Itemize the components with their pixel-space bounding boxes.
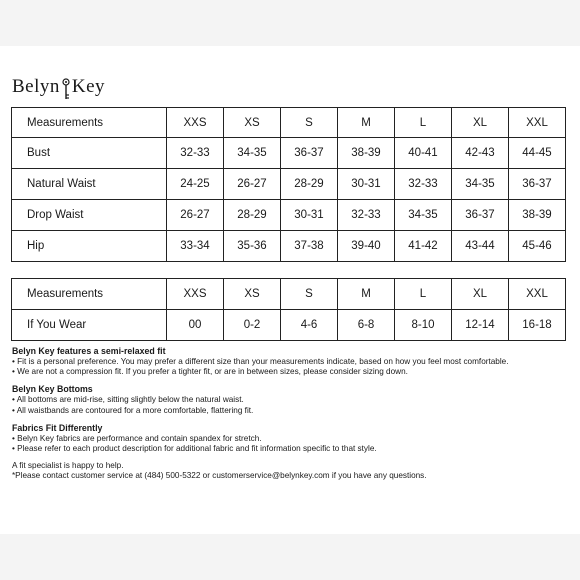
table-header-size: XXS — [167, 279, 224, 310]
table-cell: 0-2 — [224, 310, 281, 341]
table-header-size: XL — [452, 108, 509, 138]
row-label: Bust — [12, 138, 167, 169]
footer-line-1: A fit specialist is happy to help. — [12, 461, 124, 471]
table-cell: 45-46 — [509, 231, 566, 262]
note-bullet: • All bottoms are mid-rise, sitting slightly below the natural waist. — [12, 395, 244, 405]
row-label: Natural Waist — [12, 169, 167, 200]
table-cell: 43-44 — [452, 231, 509, 262]
if-you-wear-table — [11, 278, 566, 341]
table-cell: 36-37 — [452, 200, 509, 231]
note-section — [12, 384, 572, 415]
table-cell: 26-27 — [224, 169, 281, 200]
note-heading: Fabrics Fit Differently — [12, 422, 103, 433]
size-chart-page — [0, 46, 580, 534]
note-heading: Belyn Key features a semi-relaxed fit — [12, 346, 166, 356]
table-cell: 39-40 — [338, 231, 395, 262]
measurements-table-body — [12, 108, 566, 262]
fit-notes — [12, 346, 572, 489]
table-header-size: M — [338, 108, 395, 138]
table-cell: 35-36 — [224, 231, 281, 262]
table-row — [12, 310, 566, 341]
table-cell: 24-25 — [167, 169, 224, 200]
table-cell: 34-35 — [224, 138, 281, 169]
note-bullet: • Fit is a personal preference. You may prefer a different size than your measurements indicate, based on how you feel most comfortable. — [12, 357, 509, 366]
table-cell: 38-39 — [509, 200, 566, 231]
note-bullet: • All waistbands are contoured for a more comfortable, flattering fit. — [12, 405, 254, 415]
table-header-label: Measurements — [12, 108, 167, 138]
if-you-wear-table-body — [12, 279, 566, 341]
table-cell: 4-6 — [281, 310, 338, 341]
table-cell: 36-37 — [509, 169, 566, 200]
table-header-size: XXS — [167, 108, 224, 138]
note-bullet: • Belyn Key fabrics are performance and contain spandex for stretch. — [12, 433, 262, 443]
row-label: Drop Waist — [12, 200, 167, 231]
key-icon — [61, 78, 71, 100]
table-cell: 40-41 — [395, 138, 452, 169]
note-heading: Belyn Key Bottoms — [12, 384, 93, 395]
table-cell: 37-38 — [281, 231, 338, 262]
table-header-size: S — [281, 279, 338, 310]
table-cell: 42-43 — [452, 138, 509, 169]
logo-text-right: Key — [71, 76, 106, 97]
table-cell: 00 — [167, 310, 224, 341]
table-cell: 28-29 — [281, 169, 338, 200]
table-row — [12, 169, 566, 200]
note-section — [12, 423, 572, 454]
table-cell: 16-18 — [509, 310, 566, 341]
measurements-table — [11, 107, 566, 262]
table-header-row — [12, 108, 566, 138]
table-cell: 30-31 — [338, 169, 395, 200]
table-cell: 28-29 — [224, 200, 281, 231]
row-label: If You Wear — [12, 310, 167, 341]
table-header-size: XS — [224, 279, 281, 310]
table-cell: 36-37 — [281, 138, 338, 169]
brand-logo — [12, 74, 105, 98]
table-cell: 26-27 — [167, 200, 224, 231]
footer-line-2: *Please contact customer service at (484) 500-5322 or customerservice@belynkey.com if you have any questions. — [12, 471, 427, 481]
table-cell: 33-34 — [167, 231, 224, 262]
note-bullet: • Please refer to each product description for additional fabric and fit information specific to that style. — [12, 444, 377, 454]
table-header-size: XS — [224, 108, 281, 138]
table-cell: 8-10 — [395, 310, 452, 341]
table-cell: 6-8 — [338, 310, 395, 341]
row-label: Hip — [12, 231, 167, 262]
table-header-label: Measurements — [12, 279, 167, 310]
note-bullet: • We are not a compression fit. If you prefer a tighter fit, or are in between sizes, please consider sizing down. — [12, 367, 408, 377]
table-header-size: M — [338, 279, 395, 310]
table-cell: 41-42 — [395, 231, 452, 262]
table-cell: 30-31 — [281, 200, 338, 231]
table-cell: 32-33 — [338, 200, 395, 231]
table-row — [12, 200, 566, 231]
table-header-size: L — [395, 108, 452, 138]
table-cell: 12-14 — [452, 310, 509, 341]
note-section — [12, 346, 572, 377]
table-header-size: XXL — [509, 108, 566, 138]
table-row — [12, 231, 566, 262]
table-cell: 34-35 — [395, 200, 452, 231]
table-header-row — [12, 279, 566, 310]
logo-text-left: Belyn — [12, 76, 60, 97]
table-cell: 44-45 — [509, 138, 566, 169]
table-cell: 34-35 — [452, 169, 509, 200]
table-row — [12, 138, 566, 169]
table-header-size: S — [281, 108, 338, 138]
table-cell: 32-33 — [167, 138, 224, 169]
table-cell: 38-39 — [338, 138, 395, 169]
table-header-size: XL — [452, 279, 509, 310]
table-header-size: XXL — [509, 279, 566, 310]
footer-note — [12, 461, 572, 481]
table-cell: 32-33 — [395, 169, 452, 200]
table-header-size: L — [395, 279, 452, 310]
